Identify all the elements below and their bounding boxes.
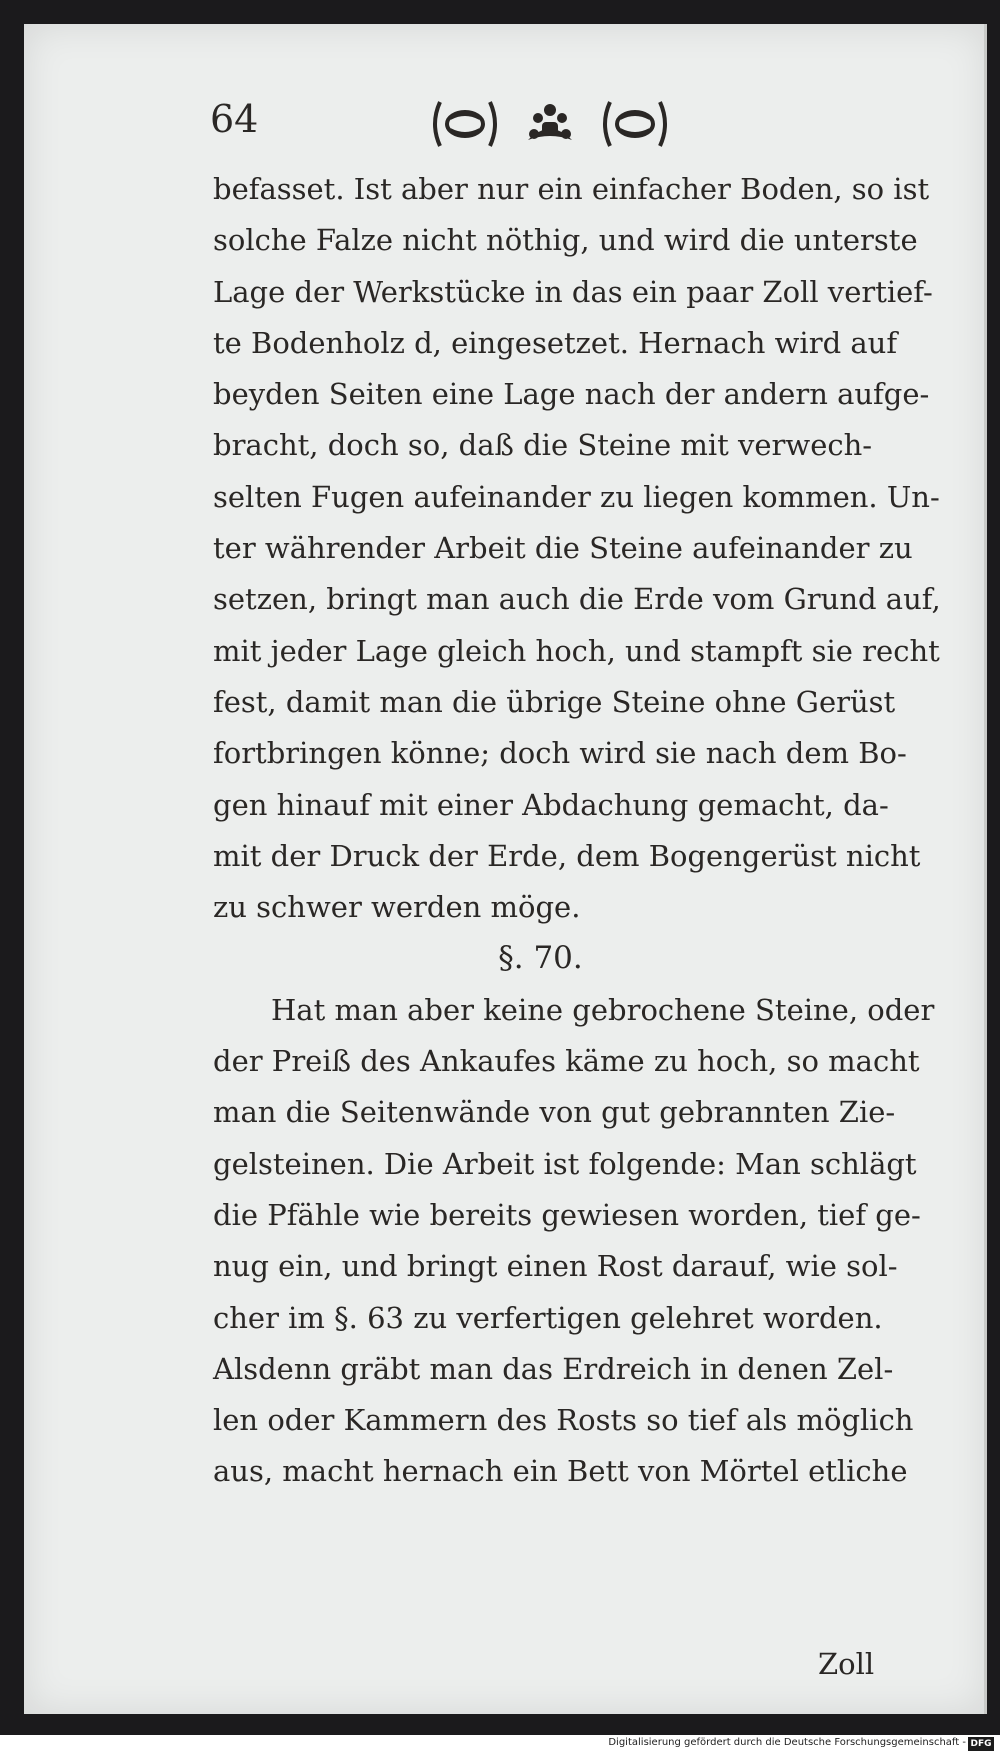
section-line: die Pfähle wie bereits gewiesen worden, tief ge- xyxy=(213,1197,921,1232)
section-line: len oder Kammern des Rosts so tief als möglich xyxy=(213,1403,914,1438)
text-line: mit jeder Lage gleich hoch, und stampft sie recht xyxy=(213,633,940,668)
text-line: bracht, doch so, daß die Steine mit verwech- xyxy=(213,428,873,463)
text-line: solche Falze nicht nöthig, und wird die unterste xyxy=(213,223,918,258)
section-line: nug ein, und bringt einen Rost darauf, wie sol- xyxy=(213,1249,898,1284)
section-line: gelsteinen. Die Arbeit ist folgende: Man schlägt xyxy=(213,1146,917,1181)
section-line: aus, macht hernach ein Bett von Mörtel etliche xyxy=(213,1454,908,1489)
text-line: selten Fugen aufeinander zu liegen kommen. Un- xyxy=(213,479,940,514)
page-number: 64 xyxy=(210,97,259,141)
section-line: cher im §. 63 zu verfertigen gelehret worden. xyxy=(213,1300,883,1335)
section-line: Alsdenn gräbt man das Erdreich in denen Zel- xyxy=(213,1351,894,1386)
section-line: man die Seitenwände von gut gebrannten Zie- xyxy=(213,1095,896,1130)
section-line: Hat man aber keine gebrochene Steine, oder xyxy=(271,992,935,1027)
dfg-logo-icon: DFG xyxy=(968,1737,994,1751)
text-line: fortbringen könne; doch wird sie nach dem Bo- xyxy=(213,736,907,771)
body-text xyxy=(213,164,941,1498)
text-line: te Bodenholz d, eingesetzet. Hernach wird auf xyxy=(213,325,898,360)
text-line: mit der Druck der Erde, dem Bogengerüst nicht xyxy=(213,838,921,873)
text-line: setzen, bringt man auch die Erde vom Grund auf, xyxy=(213,582,941,617)
funding-credit: Digitalisierung gefördert durch die Deutsche Forschungsgemeinschaft - xyxy=(608,1737,966,1748)
page-edge xyxy=(984,24,987,1714)
text-line: beyden Seiten eine Lage nach der andern aufge- xyxy=(213,377,930,412)
text-line: fest, damit man die übrige Steine ohne Gerüst xyxy=(213,684,896,719)
printer-ornament-icon xyxy=(430,96,730,152)
text-line: zu schwer werden möge. xyxy=(213,890,581,925)
text-line: befasset. Ist aber nur ein einfacher Boden, so ist xyxy=(213,172,930,206)
section-line: der Preiß des Ankaufes käme zu hoch, so macht xyxy=(213,1044,920,1079)
text-line: ter währender Arbeit die Steine aufeinander zu xyxy=(213,531,913,566)
section-heading: §. 70. xyxy=(498,940,583,977)
text-line: Lage der Werkstücke in das ein paar Zoll vertief- xyxy=(213,274,933,309)
text-line: gen hinauf mit einer Abdachung gemacht, da- xyxy=(213,787,889,822)
catchword: Zoll xyxy=(818,1647,875,1681)
